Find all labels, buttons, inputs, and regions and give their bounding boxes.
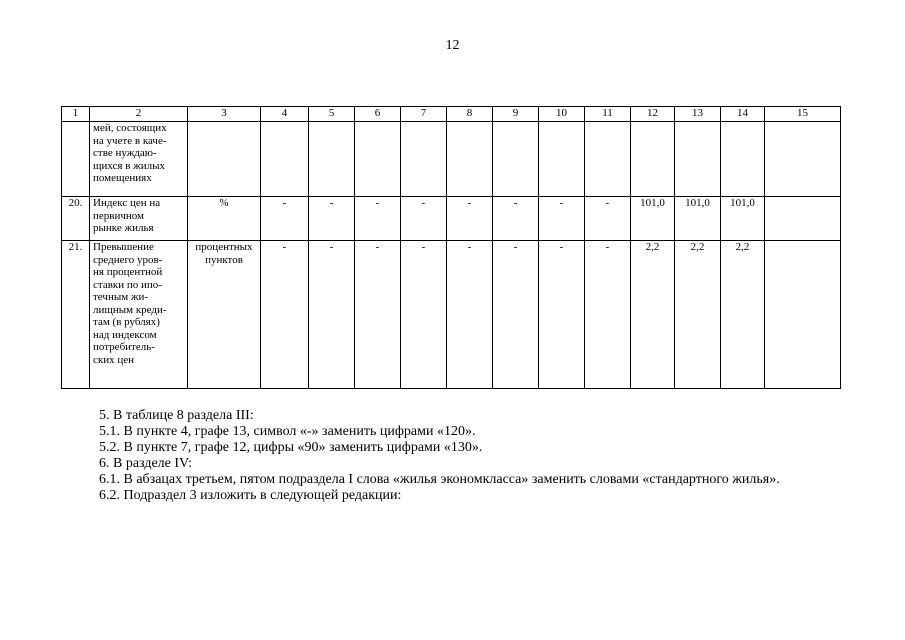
row-number-cell <box>62 122 90 197</box>
value-cell: 2,2 <box>631 241 675 389</box>
empty-cell <box>493 122 539 197</box>
description-line: ских цен <box>93 353 135 366</box>
column-header: 13 <box>675 107 721 122</box>
column-header: 14 <box>721 107 765 122</box>
value-cell: - <box>261 241 309 389</box>
empty-cell <box>447 122 493 197</box>
value-cell: - <box>309 241 355 389</box>
value-cell <box>765 241 841 389</box>
description-line: Индекс цен на <box>93 197 161 209</box>
unit-cell <box>188 241 261 389</box>
empty-cell <box>355 122 401 197</box>
description-line: ставки по ипо- <box>93 278 162 291</box>
column-header: 4 <box>261 107 309 122</box>
table-row-20 <box>62 197 841 241</box>
column-header: 15 <box>765 107 841 122</box>
table-row-21 <box>62 241 841 389</box>
row-description-cell <box>90 122 188 197</box>
description-line: щихся в жилых <box>93 159 166 172</box>
value-cell: 101,0 <box>675 197 721 241</box>
column-header: 5 <box>309 107 355 122</box>
paragraph: 6.2. Подраздел 3 изложить в следующей редакции: <box>99 488 402 503</box>
description-line: стве нуждаю- <box>93 147 157 159</box>
unit-line: % <box>219 197 229 209</box>
empty-cell <box>401 122 447 197</box>
column-header: 3 <box>188 107 261 122</box>
unit-cell <box>188 197 261 241</box>
unit-line: процентных <box>195 241 253 253</box>
description-line: над индексом <box>93 328 157 341</box>
column-header: 8 <box>447 107 493 122</box>
description-line: ня процентной <box>93 266 163 278</box>
value-cell: - <box>585 241 631 389</box>
column-header: 7 <box>401 107 447 122</box>
value-cell: - <box>539 197 585 241</box>
empty-cell <box>675 122 721 197</box>
value-cell: - <box>261 197 309 241</box>
description-line: на учете в каче- <box>93 134 167 147</box>
value-cell: - <box>493 241 539 389</box>
column-header: 2 <box>90 107 188 122</box>
description-line: первичном <box>93 209 145 222</box>
paragraph: 5.1. В пункте 4, графе 13, символ «-» заменить цифрами «120». <box>99 424 476 439</box>
value-cell: - <box>401 241 447 389</box>
table-row-continuation <box>62 122 841 197</box>
paragraph: 5. В таблице 8 раздела III: <box>99 408 254 423</box>
amendment-paragraphs <box>99 408 879 504</box>
value-cell: - <box>493 197 539 241</box>
empty-cell <box>721 122 765 197</box>
row-description-cell <box>90 197 188 241</box>
empty-cell <box>585 122 631 197</box>
empty-cell <box>309 122 355 197</box>
row-number-cell: 20. <box>62 197 90 241</box>
paragraph: 6. В разделе IV: <box>99 456 192 471</box>
column-header: 11 <box>585 107 631 122</box>
value-cell: - <box>355 197 401 241</box>
value-cell <box>765 197 841 241</box>
value-cell: - <box>309 197 355 241</box>
description-line: течным жи- <box>93 291 149 303</box>
description-line: рынке жилья <box>93 222 154 234</box>
value-cell: - <box>401 197 447 241</box>
description-line: лищным креди- <box>93 303 167 316</box>
paragraph: 6.1. В абзацах третьем, пятом подраздела I слова «жилья экономкласса» заменить словами «стандартного жилья». <box>99 472 780 487</box>
value-cell: - <box>539 241 585 389</box>
description-line: Превышение <box>93 241 154 253</box>
data-table <box>61 106 841 389</box>
description-line: потребитель- <box>93 341 155 353</box>
column-header: 9 <box>493 107 539 122</box>
value-cell: - <box>355 241 401 389</box>
column-header: 6 <box>355 107 401 122</box>
value-cell: - <box>447 197 493 241</box>
column-header: 12 <box>631 107 675 122</box>
column-header: 10 <box>539 107 585 122</box>
description-line: мей, состоящих <box>93 122 167 134</box>
empty-cell <box>539 122 585 197</box>
row-description-cell <box>90 241 188 389</box>
value-cell: - <box>447 241 493 389</box>
unit-line: пунктов <box>205 253 243 266</box>
empty-cell <box>261 122 309 197</box>
value-cell: 101,0 <box>721 197 765 241</box>
description-line: помещениях <box>93 172 152 184</box>
value-cell: 2,2 <box>721 241 765 389</box>
value-cell: 2,2 <box>675 241 721 389</box>
page-number: 12 <box>445 38 460 53</box>
value-cell: 101,0 <box>631 197 675 241</box>
empty-cell <box>631 122 675 197</box>
row-number-cell: 21. <box>62 241 90 389</box>
paragraph: 5.2. В пункте 7, графе 12, цифры «90» заменить цифрами «130». <box>99 440 483 455</box>
description-line: там (в рублях) <box>93 316 160 328</box>
column-header: 1 <box>62 107 90 122</box>
table-header-row <box>62 107 841 122</box>
empty-cell <box>188 122 261 197</box>
value-cell: - <box>585 197 631 241</box>
empty-cell <box>765 122 841 197</box>
description-line: среднего уров- <box>93 253 163 266</box>
